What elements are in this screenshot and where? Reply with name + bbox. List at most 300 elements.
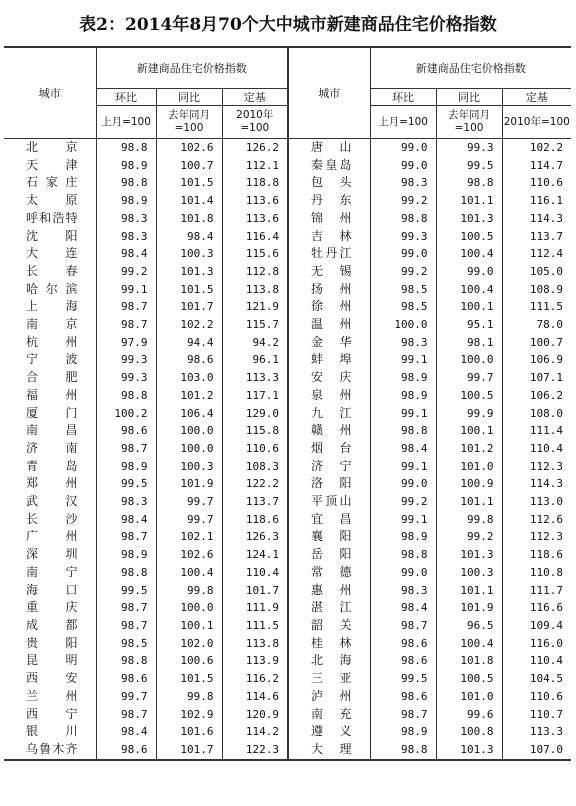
right-yoy-value: 101.1 — [436, 192, 502, 210]
right-mom-value: 99.5 — [370, 670, 436, 688]
right-fixed-value: 106.9 — [502, 351, 571, 369]
left-fixed-value: 122.2 — [222, 475, 288, 493]
table-row — [4, 688, 571, 706]
right-fixed-value: 111.4 — [502, 422, 571, 440]
right-mom-value: 99.0 — [370, 245, 436, 263]
left-fixed-value: 114.2 — [222, 723, 288, 741]
right-city-name: 包头 — [288, 174, 370, 192]
table-row — [4, 723, 571, 741]
table-row — [4, 210, 571, 228]
left-yoy-value: 102.9 — [156, 706, 222, 724]
left-fixed-value: 116.4 — [222, 228, 288, 246]
left-yoy-value: 100.4 — [156, 564, 222, 582]
left-city-name: 福州 — [26, 387, 78, 402]
left-city-name: 武汉 — [26, 494, 78, 509]
table-row — [4, 387, 571, 405]
right-fixed-value: 107.1 — [502, 369, 571, 387]
right-mom-value: 99.0 — [370, 564, 436, 582]
left-city-name: 太原 — [26, 193, 78, 208]
left-mom-value: 98.4 — [96, 723, 156, 741]
right-yoy-value: 99.8 — [436, 511, 502, 529]
table-row — [4, 546, 571, 564]
table-row — [4, 652, 571, 670]
right-yoy-value: 99.7 — [436, 369, 502, 387]
right-mom-value: 99.0 — [370, 139, 436, 157]
right-fixed-value: 110.8 — [502, 564, 571, 582]
table-row — [4, 670, 571, 688]
right-mom-value: 99.1 — [370, 351, 436, 369]
table-row — [4, 298, 571, 316]
left-mom-value: 99.2 — [96, 263, 156, 281]
right-city-name: 大理 — [288, 741, 370, 760]
left-mom-value: 98.4 — [96, 245, 156, 263]
right-yoy-value: 99.3 — [436, 139, 502, 157]
right-fixed-value: 116.1 — [502, 192, 571, 210]
left-city-name: 昆明 — [26, 653, 78, 668]
right-mom-value: 98.9 — [370, 387, 436, 405]
right-mom-value: 98.7 — [370, 617, 436, 635]
right-yoy-value: 100.4 — [436, 635, 502, 653]
right-city-name: 济宁 — [288, 458, 370, 476]
right-city-name: 蚌埠 — [288, 351, 370, 369]
right-mom-value: 98.4 — [370, 599, 436, 617]
left-city-name: 西宁 — [26, 706, 78, 721]
right-mom-value: 99.1 — [370, 511, 436, 529]
right-fixed-value: 112.3 — [502, 458, 571, 476]
price-index-table — [4, 46, 571, 761]
left-city-name: 南宁 — [26, 564, 78, 579]
table-row — [4, 511, 571, 529]
right-fixed-value: 110.6 — [502, 688, 571, 706]
left-yoy-value: 94.4 — [156, 334, 222, 352]
right-city-name: 秦皇岛 — [288, 157, 370, 175]
right-mom-value: 98.9 — [370, 528, 436, 546]
left-fixed-value: 113.7 — [222, 493, 288, 511]
right-yoy-value: 99.5 — [436, 157, 502, 175]
right-city-name: 丹东 — [288, 192, 370, 210]
right-fixed-value: 116.0 — [502, 635, 571, 653]
right-city-name: 烟台 — [288, 440, 370, 458]
table-row — [4, 263, 571, 281]
left-mom-value: 98.3 — [96, 228, 156, 246]
left-city-name: 贵阳 — [26, 635, 78, 650]
left-mom-value: 99.3 — [96, 369, 156, 387]
table-row — [4, 334, 571, 352]
left-yoy-value: 100.0 — [156, 422, 222, 440]
right-mom-value: 98.4 — [370, 440, 436, 458]
right-fixed-value: 78.0 — [502, 316, 571, 334]
right-mom-value: 99.2 — [370, 263, 436, 281]
right-yoy-value: 100.0 — [436, 351, 502, 369]
left-fixed-value: 112.8 — [222, 263, 288, 281]
city-column-header-left: 城市 — [4, 47, 96, 139]
left-fixed-value: 121.9 — [222, 298, 288, 316]
right-yoy-value: 100.8 — [436, 723, 502, 741]
left-mom-value: 98.8 — [96, 139, 156, 157]
yoy-header-left: 同比 — [156, 89, 222, 106]
left-city-name: 青岛 — [26, 458, 78, 473]
right-fixed-value: 114.3 — [502, 210, 571, 228]
right-yoy-value: 100.9 — [436, 475, 502, 493]
table-row — [4, 228, 571, 246]
left-fixed-value: 96.1 — [222, 351, 288, 369]
right-yoy-value: 101.3 — [436, 546, 502, 564]
right-city-name: 湛江 — [288, 599, 370, 617]
mom-header-right: 环比 — [370, 89, 436, 106]
right-city-name: 赣州 — [288, 422, 370, 440]
city-column-header-right: 城市 — [288, 47, 370, 139]
right-mom-value: 99.2 — [370, 493, 436, 511]
right-fixed-value: 113.0 — [502, 493, 571, 511]
left-yoy-value: 101.5 — [156, 670, 222, 688]
right-city-name: 金华 — [288, 334, 370, 352]
right-city-name: 锦州 — [288, 210, 370, 228]
left-city-name: 上海 — [26, 299, 78, 314]
left-fixed-value: 117.1 — [222, 387, 288, 405]
left-city-name: 郑州 — [26, 476, 78, 491]
right-fixed-value: 100.7 — [502, 334, 571, 352]
right-yoy-value: 99.9 — [436, 405, 502, 423]
table-row — [4, 582, 571, 600]
table-row — [4, 351, 571, 369]
right-yoy-value: 99.2 — [436, 528, 502, 546]
table-row — [4, 174, 571, 192]
left-yoy-value: 106.4 — [156, 405, 222, 423]
table-row — [4, 281, 571, 299]
left-mom-value: 98.6 — [96, 670, 156, 688]
table-title: 表2：2014年8月70个大中城市新建商品住宅价格指数 — [79, 15, 497, 35]
right-yoy-value: 98.1 — [436, 334, 502, 352]
left-city-name: 哈尔滨 — [26, 281, 78, 296]
right-mom-value: 99.2 — [370, 192, 436, 210]
right-fixed-value: 111.5 — [502, 298, 571, 316]
right-fixed-value: 112.4 — [502, 245, 571, 263]
left-yoy-value: 101.7 — [156, 298, 222, 316]
left-yoy-value: 102.6 — [156, 546, 222, 564]
table-row — [4, 157, 571, 175]
left-city-name: 石家庄 — [26, 175, 78, 190]
group-header-left: 新建商品住宅价格指数 — [96, 47, 288, 89]
table-row — [4, 599, 571, 617]
right-city-name: 牡丹江 — [288, 245, 370, 263]
left-city-name: 银川 — [26, 724, 78, 739]
left-yoy-value: 99.8 — [156, 688, 222, 706]
table-header — [4, 47, 571, 139]
right-city-name: 九江 — [288, 405, 370, 423]
left-yoy-value: 100.6 — [156, 652, 222, 670]
left-mom-value: 98.7 — [96, 298, 156, 316]
left-yoy-value: 100.3 — [156, 245, 222, 263]
table-row — [4, 458, 571, 476]
right-city-name: 桂林 — [288, 635, 370, 653]
left-mom-value: 98.7 — [96, 706, 156, 724]
left-yoy-value: 100.1 — [156, 617, 222, 635]
right-mom-value: 98.9 — [370, 369, 436, 387]
left-city-name: 兰州 — [26, 688, 78, 703]
right-fixed-value: 113.3 — [502, 723, 571, 741]
left-fixed-value: 101.7 — [222, 582, 288, 600]
left-yoy-value: 102.2 — [156, 316, 222, 334]
left-yoy-value: 99.8 — [156, 582, 222, 600]
left-fixed-value: 129.0 — [222, 405, 288, 423]
table-row — [4, 422, 571, 440]
left-yoy-value: 101.8 — [156, 210, 222, 228]
right-mom-value: 98.6 — [370, 652, 436, 670]
left-city-name: 大连 — [26, 246, 78, 261]
right-yoy-value: 99.6 — [436, 706, 502, 724]
left-mom-value: 98.9 — [96, 157, 156, 175]
right-yoy-value: 101.8 — [436, 652, 502, 670]
left-mom-value: 99.5 — [96, 582, 156, 600]
right-mom-value: 98.8 — [370, 546, 436, 564]
right-mom-value: 98.3 — [370, 174, 436, 192]
left-mom-value: 98.8 — [96, 174, 156, 192]
left-fixed-value: 124.1 — [222, 546, 288, 564]
left-fixed-value: 126.3 — [222, 528, 288, 546]
left-city-name: 北京 — [26, 140, 78, 154]
yoy-header-right: 同比 — [436, 89, 502, 106]
right-fixed-value: 108.0 — [502, 405, 571, 423]
right-city-name: 洛阳 — [288, 475, 370, 493]
right-fixed-value: 107.0 — [502, 741, 571, 760]
left-city-name: 宁波 — [26, 352, 78, 367]
left-yoy-value: 101.9 — [156, 475, 222, 493]
left-mom-value: 98.5 — [96, 635, 156, 653]
left-yoy-value: 102.0 — [156, 635, 222, 653]
left-mom-value: 99.7 — [96, 688, 156, 706]
left-city-name: 呼和浩特 — [26, 210, 78, 225]
left-fixed-value: 111.5 — [222, 617, 288, 635]
left-yoy-value: 98.4 — [156, 228, 222, 246]
table-row — [4, 316, 571, 334]
right-mom-value: 98.5 — [370, 298, 436, 316]
left-yoy-value: 101.3 — [156, 263, 222, 281]
left-mom-value: 98.4 — [96, 511, 156, 529]
left-mom-value: 98.7 — [96, 599, 156, 617]
left-mom-value: 98.7 — [96, 617, 156, 635]
right-city-name: 岳阳 — [288, 546, 370, 564]
left-city-name: 杭州 — [26, 334, 78, 349]
left-city-name: 广州 — [26, 529, 78, 544]
left-mom-value: 99.5 — [96, 475, 156, 493]
left-mom-value: 98.7 — [96, 316, 156, 334]
left-mom-value: 97.9 — [96, 334, 156, 352]
left-city-name: 长春 — [26, 263, 78, 278]
left-mom-value: 98.7 — [96, 440, 156, 458]
right-city-name: 平顶山 — [288, 493, 370, 511]
yoy-base-right: 去年同月=100 — [436, 106, 502, 139]
table-row — [4, 369, 571, 387]
table-body — [4, 139, 571, 760]
right-yoy-value: 101.3 — [436, 741, 502, 760]
left-fixed-value: 113.8 — [222, 635, 288, 653]
left-mom-value: 99.1 — [96, 281, 156, 299]
right-mom-value: 98.8 — [370, 422, 436, 440]
right-yoy-value: 98.8 — [436, 174, 502, 192]
left-fixed-value: 113.9 — [222, 652, 288, 670]
left-city-name: 长沙 — [26, 511, 78, 526]
left-yoy-value: 101.5 — [156, 281, 222, 299]
yoy-base-left: 去年同月=100 — [156, 106, 222, 139]
left-city-name: 厦门 — [26, 405, 78, 420]
right-fixed-value: 116.6 — [502, 599, 571, 617]
right-city-name: 安庆 — [288, 369, 370, 387]
right-mom-value: 98.7 — [370, 706, 436, 724]
left-mom-value: 98.3 — [96, 210, 156, 228]
right-fixed-value: 106.2 — [502, 387, 571, 405]
left-fixed-value: 94.2 — [222, 334, 288, 352]
right-city-name: 泸州 — [288, 688, 370, 706]
left-yoy-value: 98.6 — [156, 351, 222, 369]
right-city-name: 宜昌 — [288, 511, 370, 529]
left-yoy-value: 102.1 — [156, 528, 222, 546]
right-fixed-value: 110.6 — [502, 174, 571, 192]
table-row — [4, 440, 571, 458]
right-fixed-value: 104.5 — [502, 670, 571, 688]
right-city-name: 遵义 — [288, 723, 370, 741]
right-city-name: 吉林 — [288, 228, 370, 246]
right-yoy-value: 100.5 — [436, 228, 502, 246]
right-city-name: 韶关 — [288, 617, 370, 635]
right-yoy-value: 101.1 — [436, 493, 502, 511]
table-row — [4, 405, 571, 423]
right-fixed-value: 112.6 — [502, 511, 571, 529]
left-fixed-value: 116.2 — [222, 670, 288, 688]
right-mom-value: 98.3 — [370, 582, 436, 600]
left-city-name: 济南 — [26, 440, 78, 455]
left-fixed-value: 122.3 — [222, 741, 288, 760]
right-fixed-value: 102.2 — [502, 139, 571, 157]
right-yoy-value: 101.3 — [436, 210, 502, 228]
left-mom-value: 98.9 — [96, 546, 156, 564]
table-row — [4, 706, 571, 724]
left-fixed-value: 126.2 — [222, 139, 288, 157]
right-city-name: 三亚 — [288, 670, 370, 688]
left-fixed-value: 110.6 — [222, 440, 288, 458]
right-yoy-value: 101.0 — [436, 458, 502, 476]
right-fixed-value: 108.9 — [502, 281, 571, 299]
left-yoy-value: 99.7 — [156, 493, 222, 511]
right-fixed-value: 118.6 — [502, 546, 571, 564]
left-fixed-value: 118.6 — [222, 511, 288, 529]
right-mom-value: 98.9 — [370, 723, 436, 741]
right-yoy-value: 100.4 — [436, 281, 502, 299]
left-city-name: 深圳 — [26, 547, 78, 562]
left-mom-value: 98.6 — [96, 422, 156, 440]
left-city-name: 成都 — [26, 617, 78, 632]
right-mom-value: 98.5 — [370, 281, 436, 299]
left-fixed-value: 113.8 — [222, 281, 288, 299]
fixed-header-right: 定基 — [502, 89, 571, 106]
left-mom-value: 98.9 — [96, 458, 156, 476]
left-fixed-value: 115.6 — [222, 245, 288, 263]
right-city-name: 温州 — [288, 316, 370, 334]
right-fixed-value: 110.4 — [502, 652, 571, 670]
table-row — [4, 528, 571, 546]
mom-base-left: 上月=100 — [96, 106, 156, 139]
left-fixed-value: 113.3 — [222, 369, 288, 387]
left-yoy-value: 100.0 — [156, 599, 222, 617]
right-mom-value: 98.3 — [370, 334, 436, 352]
left-city-name: 南昌 — [26, 423, 78, 438]
left-fixed-value: 108.3 — [222, 458, 288, 476]
table-row — [4, 741, 571, 760]
table-row — [4, 192, 571, 210]
left-city-name: 乌鲁木齐 — [4, 741, 96, 760]
table-row — [4, 139, 571, 157]
right-yoy-value: 100.5 — [436, 670, 502, 688]
left-yoy-value: 103.0 — [156, 369, 222, 387]
left-yoy-value: 100.3 — [156, 458, 222, 476]
right-mom-value: 99.0 — [370, 475, 436, 493]
right-city-name: 襄阳 — [288, 528, 370, 546]
left-yoy-value: 100.0 — [156, 440, 222, 458]
left-yoy-value: 100.7 — [156, 157, 222, 175]
left-mom-value: 100.2 — [96, 405, 156, 423]
left-mom-value: 98.8 — [96, 564, 156, 582]
right-yoy-value: 100.4 — [436, 245, 502, 263]
right-fixed-value: 110.4 — [502, 440, 571, 458]
right-mom-value: 99.3 — [370, 228, 436, 246]
mom-base-right: 上月=100 — [370, 106, 436, 139]
left-yoy-value: 101.5 — [156, 174, 222, 192]
fixed-header-left: 定基 — [222, 89, 288, 106]
left-mom-value: 98.3 — [96, 493, 156, 511]
right-fixed-value: 110.7 — [502, 706, 571, 724]
table-row — [4, 493, 571, 511]
right-fixed-value: 109.4 — [502, 617, 571, 635]
left-fixed-value: 111.9 — [222, 599, 288, 617]
right-yoy-value: 95.1 — [436, 316, 502, 334]
table-row — [4, 617, 571, 635]
right-yoy-value: 100.1 — [436, 422, 502, 440]
right-yoy-value: 100.1 — [436, 298, 502, 316]
left-yoy-value: 102.6 — [156, 139, 222, 157]
mom-header-left: 环比 — [96, 89, 156, 106]
left-mom-value: 99.3 — [96, 351, 156, 369]
right-yoy-value: 100.3 — [436, 564, 502, 582]
left-fixed-value: 112.1 — [222, 157, 288, 175]
right-mom-value: 99.1 — [370, 458, 436, 476]
left-city-name: 南京 — [26, 317, 78, 332]
right-mom-value: 99.0 — [370, 157, 436, 175]
left-yoy-value: 101.2 — [156, 387, 222, 405]
right-fixed-value: 105.0 — [502, 263, 571, 281]
left-mom-value: 98.9 — [96, 192, 156, 210]
right-yoy-value: 101.1 — [436, 582, 502, 600]
right-mom-value: 98.8 — [370, 741, 436, 760]
right-mom-value: 98.8 — [370, 210, 436, 228]
group-header-right: 新建商品住宅价格指数 — [370, 47, 571, 89]
right-fixed-value: 114.3 — [502, 475, 571, 493]
right-mom-value: 100.0 — [370, 316, 436, 334]
right-fixed-value: 112.3 — [502, 528, 571, 546]
left-city-name: 合肥 — [26, 370, 78, 385]
right-city-name: 扬州 — [288, 281, 370, 299]
left-city-name: 海口 — [26, 582, 78, 597]
left-city-name: 重庆 — [26, 600, 78, 615]
left-fixed-value: 110.4 — [222, 564, 288, 582]
table-row — [4, 245, 571, 263]
right-city-name: 北海 — [288, 652, 370, 670]
right-mom-value: 99.1 — [370, 405, 436, 423]
right-yoy-value: 101.0 — [436, 688, 502, 706]
right-yoy-value: 101.9 — [436, 599, 502, 617]
table-row — [4, 564, 571, 582]
right-yoy-value: 99.0 — [436, 263, 502, 281]
left-mom-value: 98.6 — [96, 741, 156, 760]
right-city-name: 泉州 — [288, 387, 370, 405]
